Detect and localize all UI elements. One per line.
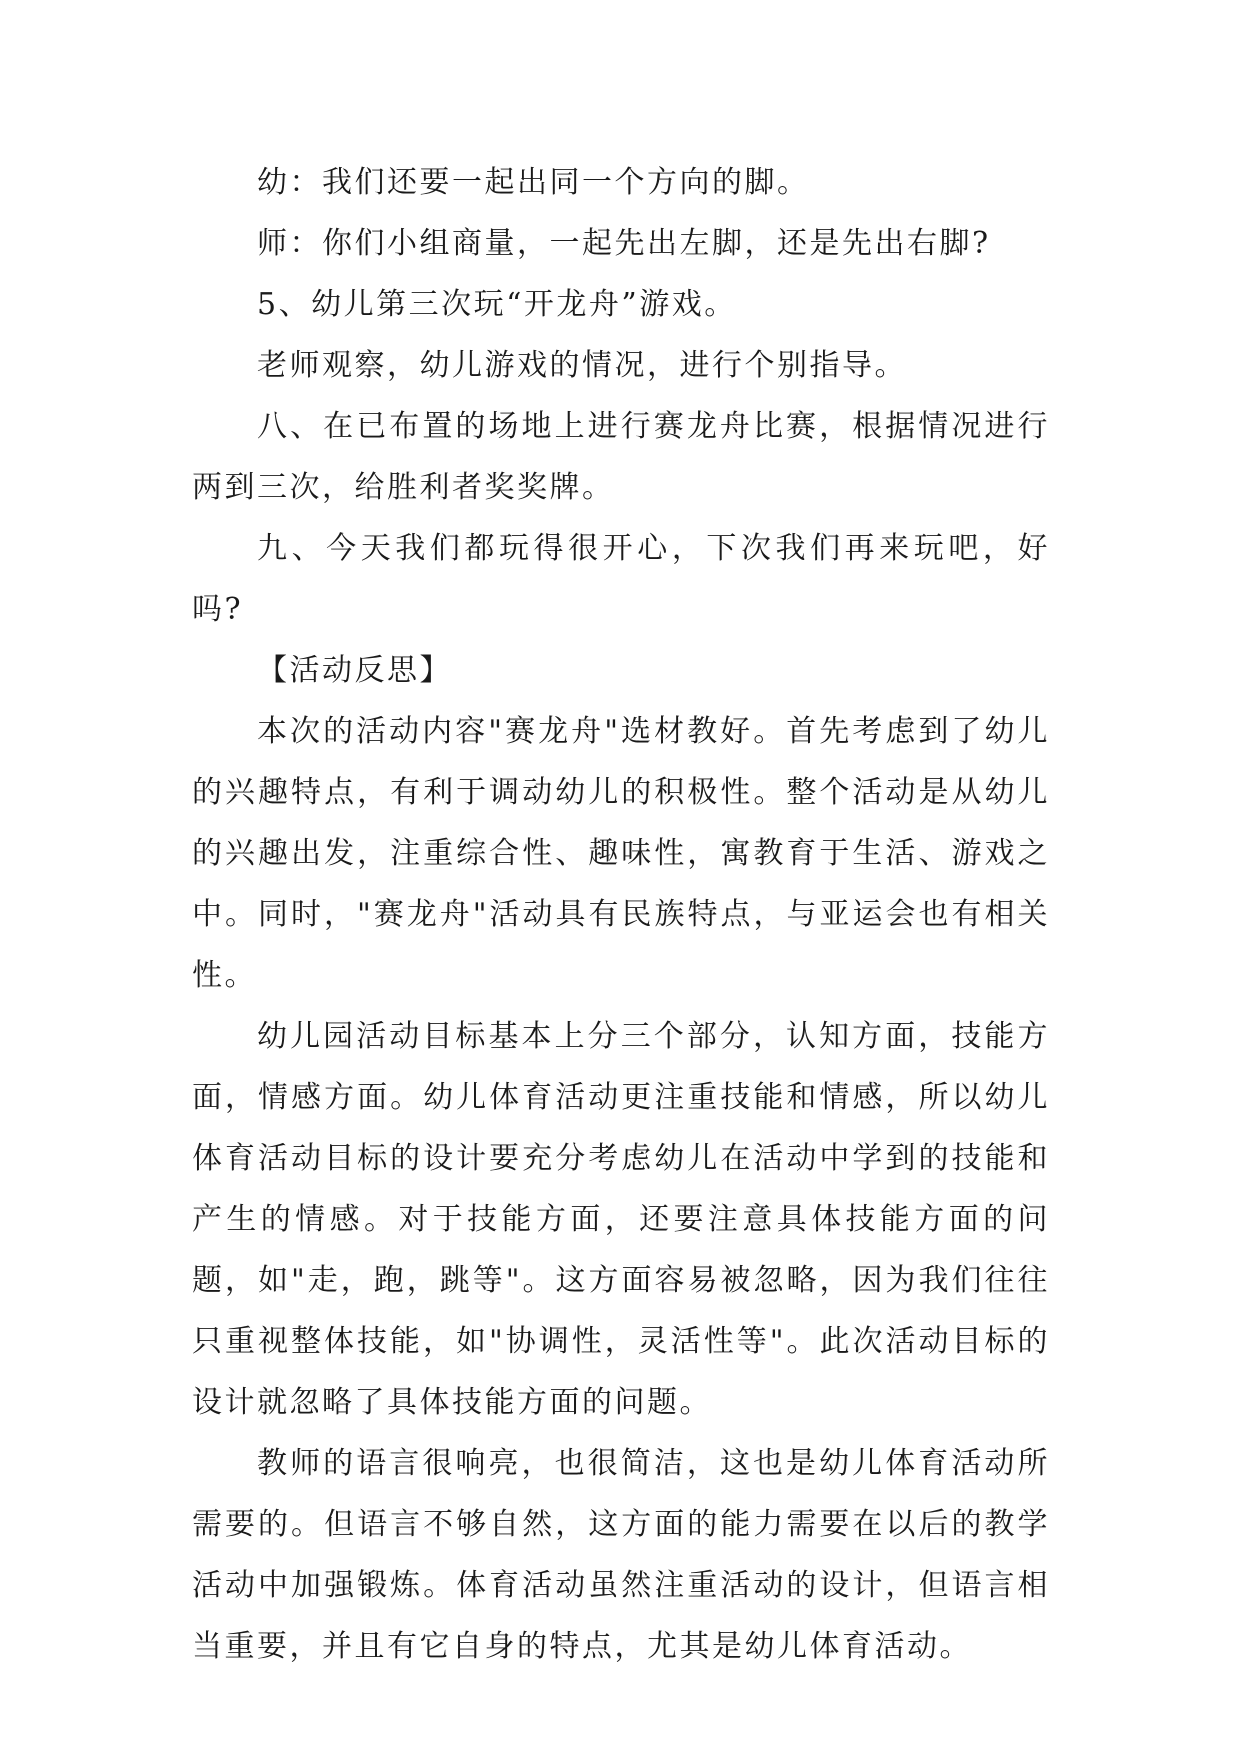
paragraph-reflection-1: 本次的活动内容"赛龙舟"选材教好。首先考虑到了幼儿的兴趣特点，有利于调动幼儿的积极性。整个活动是从幼儿的兴趣出发，注重综合性、趣味性，寓教育于生活、游戏之中。同时，"赛龙舟"活动具有民族特点，与亚运会也有相关性。 [192, 714, 1050, 993]
paragraph-reflection-2: 幼儿园活动目标基本上分三个部分，认知方面，技能方面，情感方面。幼儿体育活动更注重技能和情感，所以幼儿体育活动目标的设计要充分考虑幼儿在活动中学到的技能和产生的情感。对于技能方面，还要注意具体技能方面的问题，如"走，跑，跳等"。这方面容易被忽略，因为我们往往只重视整体技能，如"协调性，灵活性等"。此次活动目标的设计就忽略了具体技能方面的问题。 [192, 1019, 1050, 1420]
paragraph-dialogue-child: 幼：我们还要一起出同一个方向的脚。 [257, 165, 810, 200]
section-heading-reflection: 【活动反思】 [257, 653, 452, 688]
paragraph-reflection-3: 教师的语言很响亮，也很简洁，这也是幼儿体育活动所需要的。但语言不够自然，这方面的能力需要在以后的教学活动中加强锻炼。体育活动虽然注重活动的设计，但语言相当重要，并且有它自身的特点，尤其是幼儿体育活动。 [192, 1446, 1050, 1664]
paragraph-step-5: 5、幼儿第三次玩“开龙舟”游戏。 [257, 287, 737, 322]
paragraph-step-9: 九、今天我们都玩得很开心，下次我们再来玩吧，好吗? [192, 531, 1050, 627]
paragraph-teacher-observe: 老师观察，幼儿游戏的情况，进行个别指导。 [257, 348, 907, 383]
paragraph-step-8: 八、在已布置的场地上进行赛龙舟比赛，根据情况进行两到三次，给胜利者奖奖牌。 [192, 409, 1050, 505]
document-body [192, 152, 1050, 1677]
paragraph-dialogue-teacher: 师：你们小组商量，一起先出左脚，还是先出右脚? [257, 226, 991, 261]
